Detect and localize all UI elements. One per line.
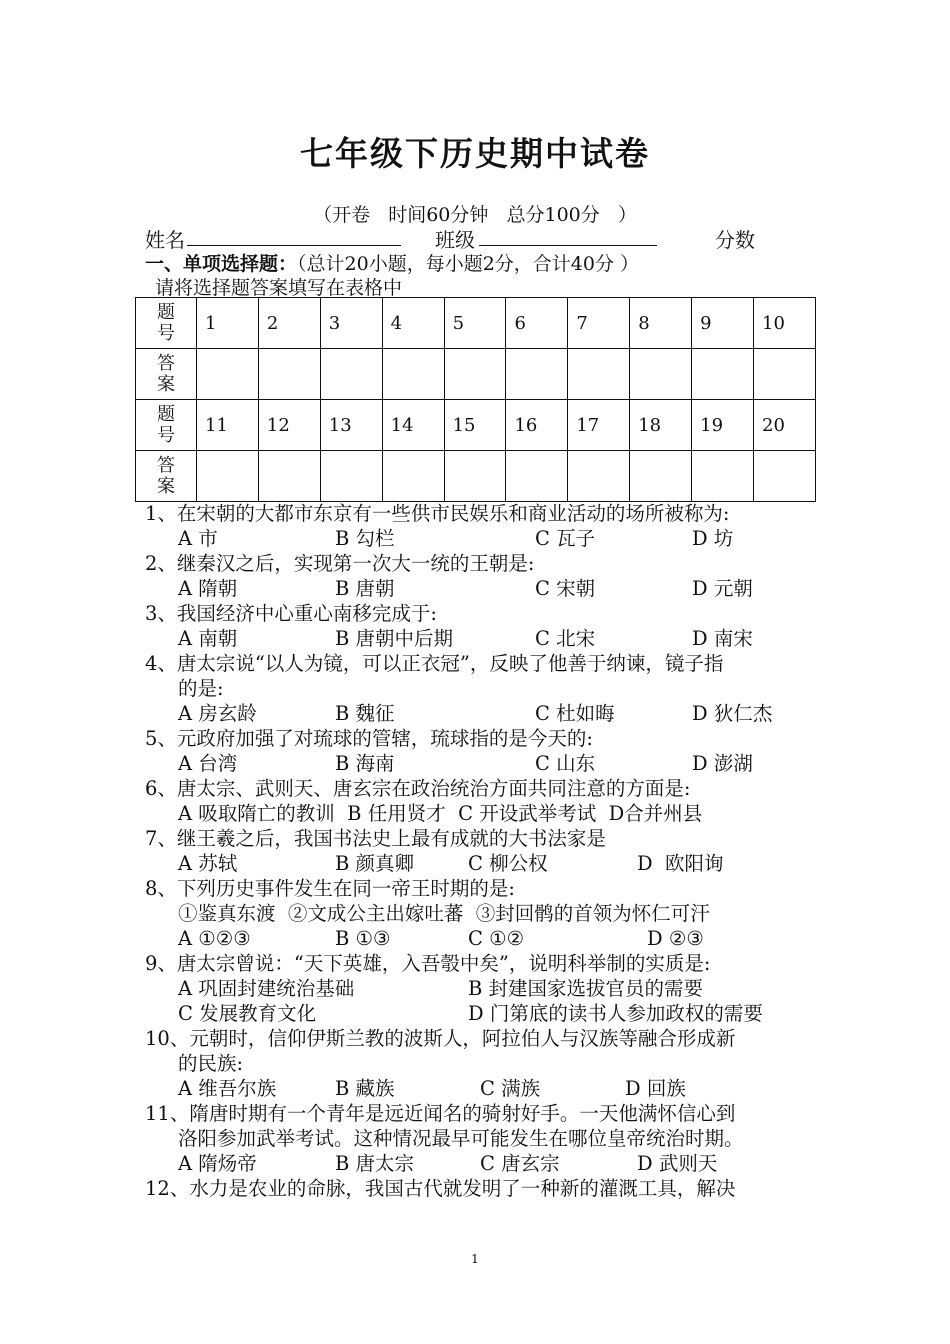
answer-cell[interactable] [506,451,568,502]
question-number: 14 [382,400,444,451]
question-stem: 5、元政府加强了对琉球的管辖，琉球指的是今天的: [145,727,593,750]
answer-cell[interactable] [754,451,816,502]
option-d: D 澎湖 [692,752,753,775]
question-stem: 3、我国经济中心重心南移完成于: [145,602,437,625]
question-stem: 8、下列历史事件发生在同一帝王时期的是: [145,877,515,900]
number-label: 题 号 [136,400,197,451]
question-number: 6 [506,298,568,349]
question-stem: 2、继秦汉之后，实现第一次大一统的王朝是: [145,552,535,575]
name-field[interactable] [187,245,401,246]
question-number: 5 [444,298,506,349]
question-number: 15 [444,400,506,451]
answer-cell[interactable] [320,349,382,400]
option-d: D ②③ [647,927,704,950]
option-b: B 勾栏 [335,527,395,550]
option-b: B 海南 [335,752,395,775]
answer-label: 答 案 [136,451,197,502]
option-c: C 瓦子 [535,527,596,550]
number-label: 题 号 [136,298,197,349]
question-stem: 4、唐太宗说“以人为镜，可以正衣冠”，反映了他善于纳谏，镜子指 [145,652,724,675]
option-d: D 南宋 [692,627,753,650]
option-d: D 门第底的读书人参加政权的需要 [468,1002,763,1025]
answer-cell[interactable] [692,451,754,502]
option-c: C 唐玄宗 [480,1152,560,1175]
option-a: A 台湾 [178,752,238,775]
option-c: C 满族 [480,1077,541,1100]
answer-label: 答 案 [136,349,197,400]
option-a: A ①②③ [178,927,251,950]
question-number: 16 [506,400,568,451]
question-stem-continued: 洛阳参加武举考试。这种情况最早可能发生在哪位皇帝统治时期。 [178,1127,744,1150]
page-title: 七年级下历史期中试卷 [300,134,650,173]
option-c: C 发展教育文化 [178,1002,317,1025]
question-number: 3 [320,298,382,349]
option-c: C 宋朝 [535,577,596,600]
question-number: 1 [197,298,259,349]
class-field[interactable] [479,245,657,246]
question-number: 18 [630,400,692,451]
question-stem: 11、隋唐时期有一个青年是远近闻名的骑射好手。一天他满怀信心到 [145,1102,736,1125]
option-b: B ①③ [335,927,391,950]
option-a: A 市 [178,527,218,550]
answer-cell[interactable] [197,451,259,502]
answer-cell[interactable] [382,349,444,400]
question-number: 12 [258,400,320,451]
question-number: 10 [754,298,816,349]
question-number: 17 [568,400,630,451]
answer-cell[interactable] [197,349,259,400]
question-stem: 7、继王羲之后，我国书法史上最有成就的大书法家是 [145,827,606,850]
question-number: 9 [692,298,754,349]
option-d: D 欧阳询 [637,852,724,875]
table-row [136,400,816,451]
option-a: A 隋朝 [178,577,238,600]
option-a: A 维吾尔族 [178,1077,277,1100]
question-number: 7 [568,298,630,349]
question-number: 19 [692,400,754,451]
section-detail: （总计20小题，每小题2分，合计40分 ） [297,253,639,275]
option-b: B 魏征 [335,702,395,725]
option-a: A 房玄龄 [178,702,257,725]
option-c: C 杜如晦 [535,702,615,725]
question-stem: 10、元朝时，信仰伊斯兰教的波斯人，阿拉伯人与汉族等融合形成新 [145,1027,736,1050]
option-d: D 元朝 [692,577,753,600]
question-stem-continued: 的是: [178,677,224,700]
section-instruction: 请将选择题答案填写在表格中 [155,277,403,299]
option-b: B 唐朝 [335,577,395,600]
question-number: 13 [320,400,382,451]
section-heading [145,249,639,276]
answer-cell[interactable] [258,451,320,502]
option-c: C 山东 [535,752,596,775]
option-b: B 封建国家选拔官员的需要 [468,977,704,1000]
option-a: A 苏轼 [178,852,238,875]
option-d: D 坊 [692,527,734,550]
question-stem: 1、在宋朝的大都市东京有一些供市民娱乐和商业活动的场所被称为: [145,502,730,525]
answer-table [135,297,816,502]
option-d: D 狄仁杰 [692,702,773,725]
question-number: 20 [754,400,816,451]
table-row [136,298,816,349]
option-d: D 回族 [625,1077,686,1100]
question-number: 2 [258,298,320,349]
answer-cell[interactable] [382,451,444,502]
question-number: 8 [630,298,692,349]
table-row [136,451,816,502]
option-d: D 武则天 [637,1152,718,1175]
option-b: B 唐太宗 [335,1152,415,1175]
table-row [136,349,816,400]
section-title: 一、单项选择题： [145,253,298,275]
page-number: 1 [471,1252,479,1266]
option-b: B 藏族 [335,1077,395,1100]
name-label: 姓名 [145,228,185,252]
option-line: A 吸取隋亡的教训 B 任用贤才 C 开设武举考试 D合并州县 [178,802,703,825]
student-info-line [145,224,845,250]
question-stem: 6、唐太宗、武则天、唐玄宗在政治统治方面共同注意的方面是: [145,777,691,800]
option-a: A 隋炀帝 [178,1152,257,1175]
option-b: B 唐朝中后期 [335,627,454,650]
answer-cell[interactable] [258,349,320,400]
answer-cell[interactable] [444,349,506,400]
answer-cell[interactable] [444,451,506,502]
answer-cell[interactable] [506,349,568,400]
option-b: B 颜真卿 [335,852,415,875]
answer-cell[interactable] [630,349,692,400]
option-c: C 北宋 [535,627,596,650]
exam-subtitle: （开卷 时间60分钟 总分100分 ） [313,204,637,226]
question-number: 4 [382,298,444,349]
question-stem-continued: 的民族: [178,1052,244,1075]
question-stem: 12、水力是农业的命脉，我国古代就发明了一种新的灌溉工具，解决 [145,1177,736,1200]
answer-cell[interactable] [630,451,692,502]
option-c: C 柳公权 [468,852,548,875]
option-a: A 南朝 [178,627,238,650]
answer-cell[interactable] [320,451,382,502]
question-number: 11 [197,400,259,451]
class-label: 班级 [435,228,475,252]
answer-cell[interactable] [568,349,630,400]
question-stem: 9、唐太宗曾说：“天下英雄，入吾彀中矣”，说明科举制的实质是: [145,952,711,975]
score-label: 分数 [715,228,755,252]
option-a: A 巩固封建统治基础 [178,977,355,1000]
answer-cell[interactable] [692,349,754,400]
event-list: ①鉴真东渡 ②文成公主出嫁吐蕃 ③封回鹘的首领为怀仁可汗 [178,902,710,925]
answer-cell[interactable] [754,349,816,400]
option-c: C ①② [468,927,525,950]
answer-cell[interactable] [568,451,630,502]
